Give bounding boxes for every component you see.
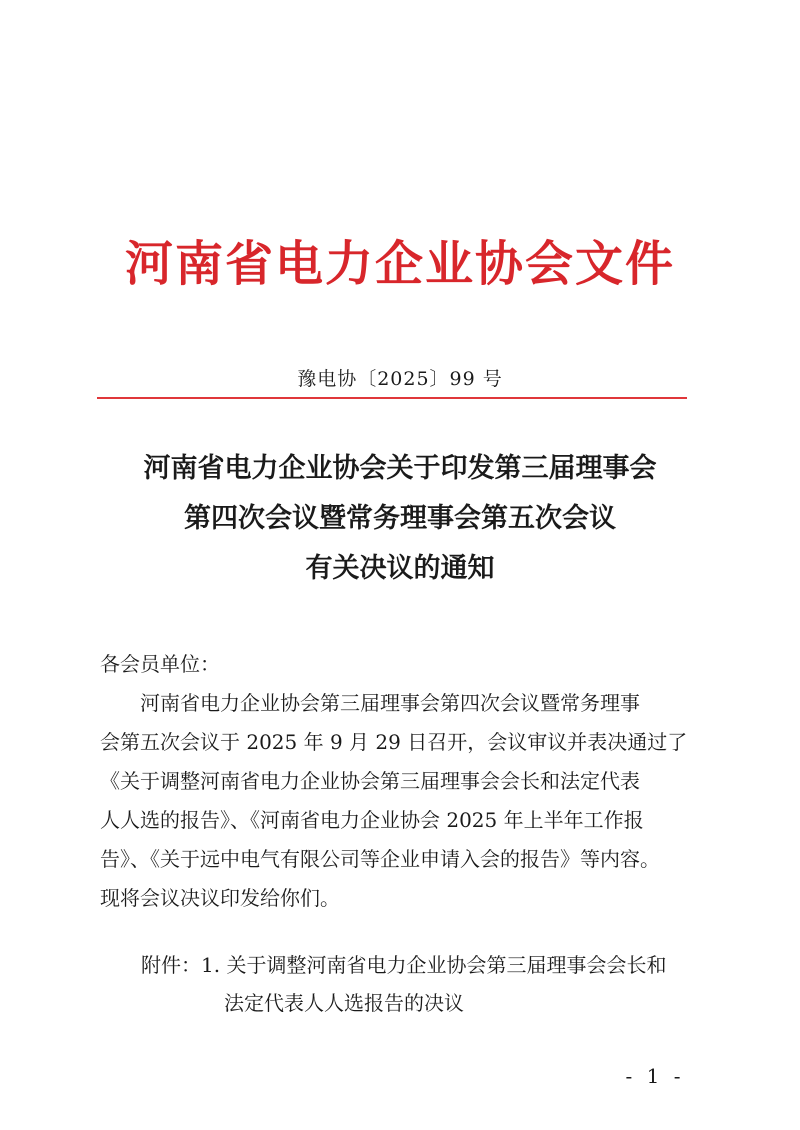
red-divider-line xyxy=(97,397,687,399)
page-number: - 1 - xyxy=(625,1064,685,1088)
body-line-6: 现将会议决议印发给你们。 xyxy=(100,886,340,910)
body-line-2: 会第五次会议于 2025 年 9 月 29 日召开，会议审议并表决通过了 xyxy=(100,730,688,754)
body-line-4: 人人选的报告》、《河南省电力企业协会 2025 年上半年工作报 xyxy=(100,808,644,832)
body-paragraph xyxy=(100,684,700,918)
notice-title-line-2: 第四次会议暨常务理事会第五次会议 xyxy=(184,503,616,534)
attachment-item-1-continued: 法定代表人人选报告的决议 xyxy=(224,991,464,1015)
notice-title xyxy=(0,444,800,594)
attachment-item-1: 附件：1. 关于调整河南省电力企业协会第三届理事会会长和 xyxy=(141,953,667,977)
document-header-title: 河南省电力企业协会文件 xyxy=(124,236,675,292)
salutation: 各会员单位： xyxy=(100,652,220,676)
body-line-5: 告》、《关于远中电气有限公司等企业申请入会的报告》等内容。 xyxy=(100,847,660,871)
document-number: 豫电协〔2025〕99 号 xyxy=(297,368,503,390)
attachment-list xyxy=(141,946,666,1022)
notice-title-line-3: 有关决议的通知 xyxy=(305,553,495,584)
body-line-1: 河南省电力企业协会第三届理事会第四次会议暨常务理事 xyxy=(140,691,640,715)
body-line-3: 《关于调整河南省电力企业协会第三届理事会会长和法定代表 xyxy=(100,769,640,793)
notice-title-line-1: 河南省电力企业协会关于印发第三届理事会 xyxy=(143,453,657,484)
